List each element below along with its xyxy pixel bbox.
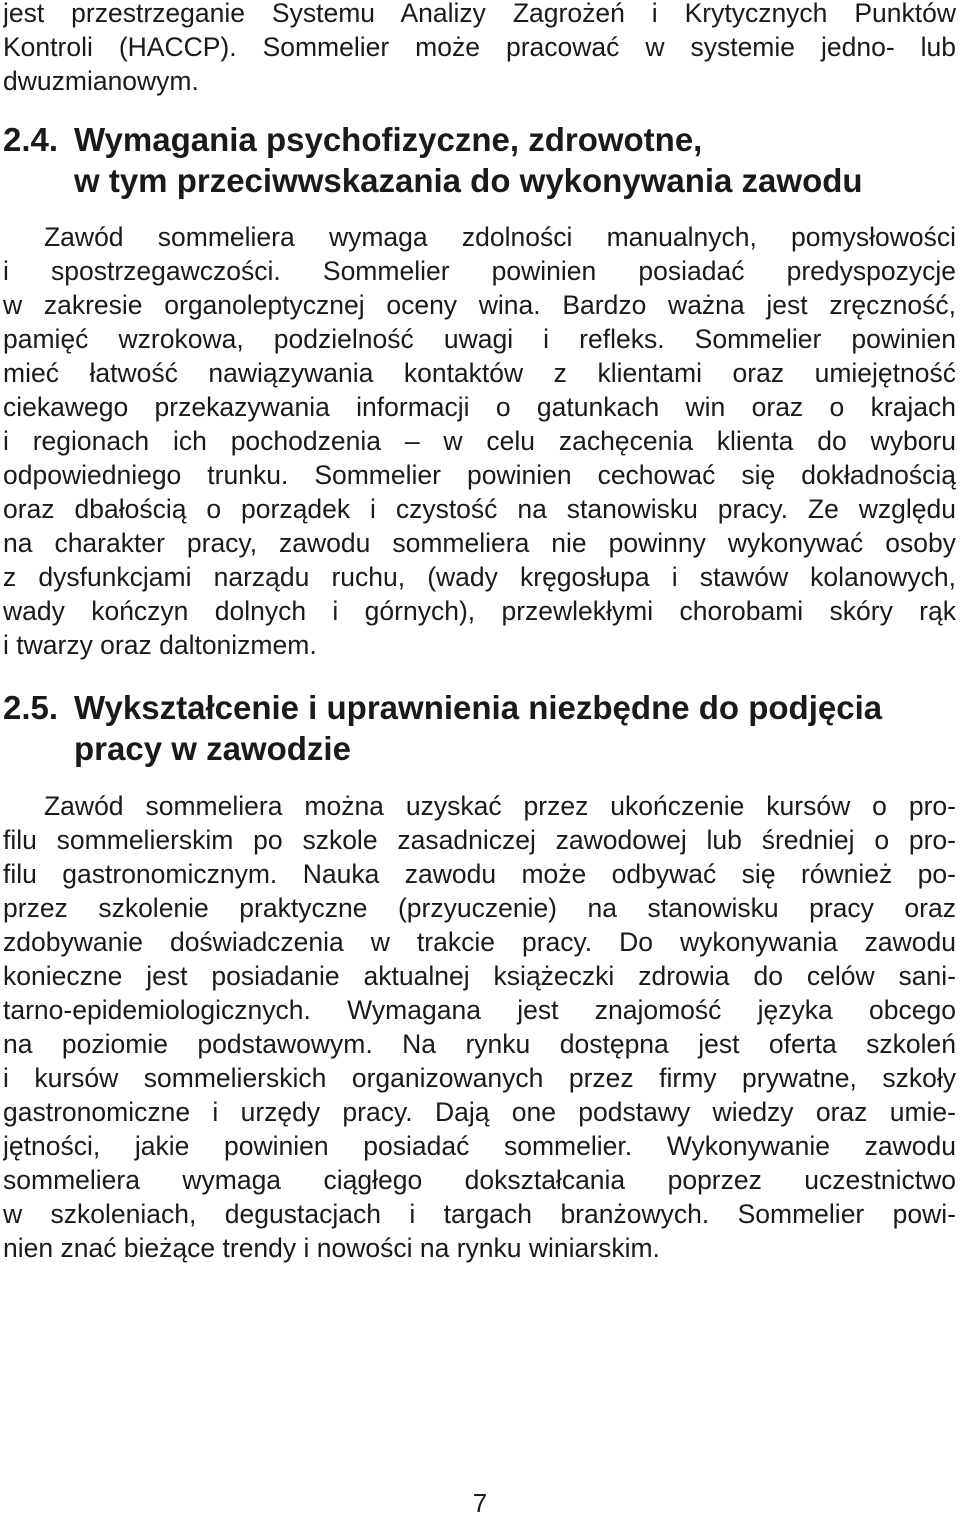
body-line: sommeliera wymaga ciągłego dokształcania poprzez uczestnictwo [3,1165,956,1195]
body-line: gastronomiczne i urzędy pracy. Dają one podstawy wiedzy oraz umie- [3,1097,956,1127]
body-line: konieczne jest posiadanie aktualnej książeczki zdrowia do celów sani- [3,961,956,991]
section-title-line: Wymagania psychofizyczne, zdrowotne, [74,121,703,158]
body-line: przez szkolenie praktyczne (przyuczenie) na stanowisku pracy oraz [3,893,956,923]
body-line: oraz dbałością o porządek i czystość na stanowisku pracy. Ze względu [3,494,956,524]
intro-line: jest przestrzeganie Systemu Analizy Zagrożeń i Krytycznych Punktów [3,0,956,28]
body-line: ciekawego przekazywania informacji o gatunkach win oraz o krajach [3,392,956,422]
body-line: Zawód sommeliera można uzyskać przez ukończenie kursów o pro- [44,791,956,821]
section-title-line: Wykształcenie i uprawnienia niezbędne do podjęcia [74,689,883,726]
intro-paragraph [3,0,956,98]
body-line: i twarzy oraz daltonizmem. [3,630,317,660]
intro-line: Kontroli (HACCP). Sommelier może pracować w systemie jedno- lub [3,32,956,62]
body-line: jętności, jakie powinien posiadać sommelier. Wykonywanie zawodu [3,1131,956,1161]
body-line: i spostrzegawczości. Sommelier powinien posiadać predyspozycje [3,256,956,286]
body-line: na poziomie podstawowym. Na rynku dostępna jest oferta szkoleń [3,1029,956,1059]
section-heading-2-5 [3,688,956,768]
section-body-2-5 [3,789,956,1265]
body-line: nien znać bieżące trendy i nowości na rynku winiarskim. [3,1233,660,1263]
body-line: w szkoleniach, degustacjach i targach branżowych. Sommelier powi- [3,1199,956,1229]
body-line: w zakresie organoleptycznej oceny wina. Bardzo ważna jest zręczność, [3,290,956,320]
body-line: na charakter pracy, zawodu sommeliera nie powinny wykonywać osoby [3,528,956,558]
intro-line: dwuzmianowym. [3,66,199,96]
body-line: tarno-epidemiologicznych. Wymagana jest znajomość języka obcego [3,995,956,1025]
section-number: 2.5. [3,689,59,726]
body-line: filu gastronomicznym. Nauka zawodu może odbywać się również po- [3,859,956,889]
section-title-line: w tym przeciwwskazania do wykonywania zawodu [74,162,863,199]
body-line: i kursów sommelierskich organizowanych przez firmy prywatne, szkoły [3,1063,956,1093]
section-number: 2.4. [3,121,59,158]
body-line: pamięć wzrokowa, podzielność uwagi i refleks. Sommelier powinien [3,324,956,354]
body-line: odpowiedniego trunku. Sommelier powinien cechować się dokładnością [3,460,956,490]
body-line: zdobywanie doświadczenia w trakcie pracy. Do wykonywania zawodu [3,927,956,957]
page-number: 7 [472,1488,488,1518]
section-body-2-4 [3,220,956,662]
body-line: filu sommelierskim po szkole zasadniczej zawodowej lub średniej o pro- [3,825,956,855]
section-title-line: pracy w zawodzie [74,730,351,767]
body-line: i regionach ich pochodzenia – w celu zachęcenia klienta do wyboru [3,426,956,456]
section-heading-2-4 [3,120,956,200]
body-line: mieć łatwość nawiązywania kontaktów z klientami oraz umiejętność [3,358,956,388]
body-line: Zawód sommeliera wymaga zdolności manualnych, pomysłowości [44,222,956,252]
body-line: wady kończyn dolnych i górnych), przewlekłymi chorobami skóry rąk [3,596,956,626]
body-line: z dysfunkcjami narządu ruchu, (wady kręgosłupa i stawów kolanowych, [3,562,956,592]
